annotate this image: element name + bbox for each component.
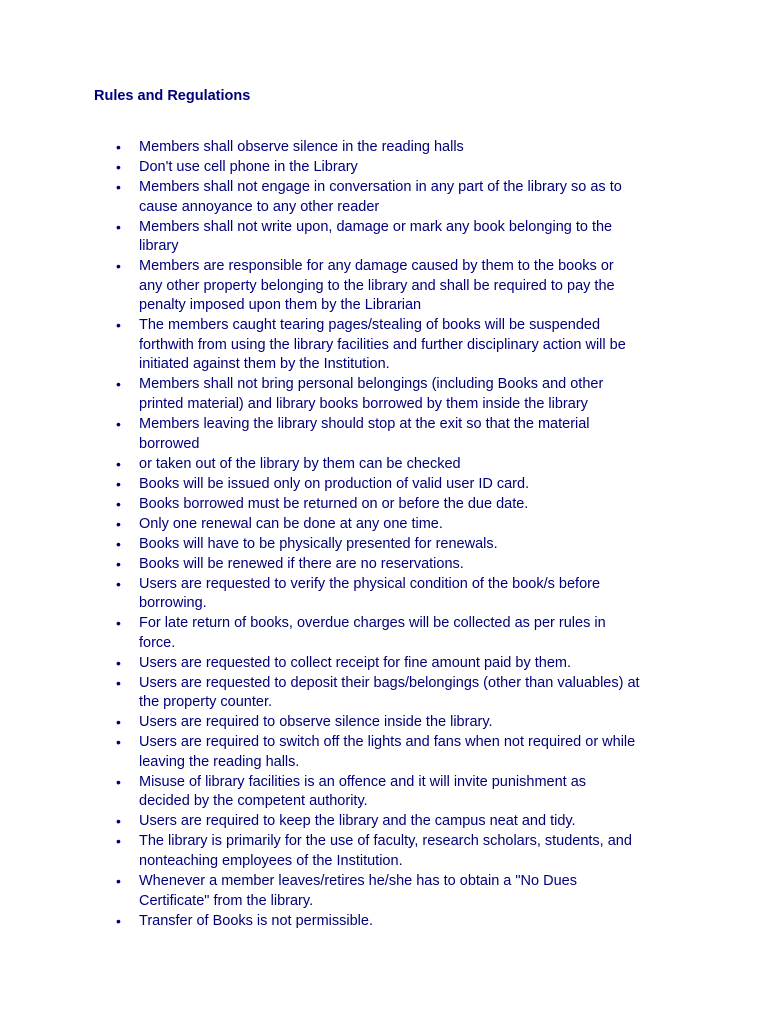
- rule-item: [94, 832, 694, 871]
- bullet-icon: •: [116, 773, 121, 790]
- bullet-icon: •: [116, 833, 121, 850]
- rule-text-line: Misuse of library facilities is an offence and it will invite punishment as: [139, 773, 587, 790]
- rule-item: [94, 138, 694, 158]
- rule-item: [94, 773, 694, 812]
- rule-text-line: the property counter.: [139, 694, 272, 711]
- bullet-icon: •: [116, 734, 121, 751]
- rule-text-line: Users are required to observe silence inside the library.: [139, 714, 493, 731]
- rule-item: [94, 713, 694, 733]
- rule-text-line: Only one renewal can be done at any one time.: [139, 515, 443, 532]
- rule-item: [94, 218, 694, 257]
- bullet-icon: •: [116, 158, 121, 175]
- bullet-icon: •: [116, 575, 121, 592]
- bullet-icon: •: [116, 376, 121, 393]
- rule-item: [94, 674, 694, 713]
- bullet-icon: •: [116, 317, 121, 334]
- bullet-icon: •: [116, 258, 121, 275]
- rule-text-line: Members shall not bring personal belongings (including Books and other: [139, 376, 604, 393]
- rule-text-line: The members caught tearing pages/stealing of books will be suspended: [139, 317, 601, 334]
- rule-text-line: Members shall not write upon, damage or mark any book belonging to the: [139, 218, 613, 235]
- rule-item: [94, 495, 694, 515]
- bullet-icon: •: [116, 674, 121, 691]
- rule-text-line: Transfer of Books is not permissible.: [139, 912, 373, 929]
- rule-item: [94, 257, 694, 316]
- rule-item: [94, 455, 694, 475]
- rule-text-line: force.: [139, 634, 176, 651]
- rule-item: [94, 733, 694, 772]
- bullet-icon: •: [116, 654, 121, 671]
- rule-item: [94, 872, 694, 911]
- bullet-icon: •: [116, 495, 121, 512]
- bullet-icon: •: [116, 416, 121, 433]
- rule-item: [94, 614, 694, 653]
- bullet-icon: •: [116, 139, 121, 155]
- rule-item: [94, 654, 694, 674]
- bullet-icon: •: [116, 813, 121, 830]
- rules-list: [94, 138, 694, 932]
- rule-text-line: Users are requested to deposit their bags/belongings (other than valuables) at: [139, 674, 640, 691]
- rule-text-line: Books will be renewed if there are no reservations.: [139, 555, 464, 572]
- rule-text-line: or taken out of the library by them can be checked: [139, 455, 461, 472]
- bullet-icon: •: [116, 455, 121, 472]
- rule-item: [94, 178, 694, 217]
- rule-text-line: borrowed: [139, 435, 200, 452]
- bullet-icon: •: [116, 615, 121, 632]
- rule-item: [94, 158, 694, 178]
- rule-text-line: Users are required to keep the library and the campus neat and tidy.: [139, 813, 576, 830]
- rule-item: [94, 515, 694, 535]
- rule-text-line: Users are requested to verify the physical condition of the book/s before: [139, 575, 601, 592]
- rule-item: [94, 475, 694, 495]
- bullet-icon: •: [116, 218, 121, 235]
- rule-text-line: borrowing.: [139, 595, 207, 612]
- bullet-icon: •: [116, 555, 121, 572]
- bullet-icon: •: [116, 535, 121, 552]
- rule-text-line: forthwith from using the library facilities and further disciplinary action will be: [139, 336, 626, 353]
- rule-item: [94, 912, 694, 932]
- rule-text-line: Users are requested to collect receipt for fine amount paid by them.: [139, 654, 571, 671]
- rule-text-line: Members leaving the library should stop at the exit so that the material: [139, 416, 590, 433]
- rule-text-line: printed material) and library books borrowed by them inside the library: [139, 396, 588, 413]
- bullet-icon: •: [116, 714, 121, 731]
- rule-item: [94, 316, 694, 375]
- rule-text-line: initiated against them by the Institution.: [139, 356, 390, 373]
- rule-text-line: Members shall not engage in conversation in any part of the library so as to: [139, 178, 622, 195]
- rule-item: [94, 812, 694, 832]
- rule-item: [94, 535, 694, 555]
- rule-item: [94, 575, 694, 614]
- rule-item: [94, 375, 694, 414]
- rule-text-line: penalty imposed upon them by the Librarian: [139, 297, 422, 314]
- rule-item: [94, 555, 694, 575]
- page-title: Rules and Regulations: [94, 88, 251, 104]
- rule-text-line: nonteaching employees of the Institution.: [139, 852, 403, 869]
- rule-text-line: The library is primarily for the use of faculty, research scholars, students, and: [139, 833, 632, 850]
- rule-text-line: Users are required to switch off the lights and fans when not required or while: [139, 734, 636, 751]
- rule-text-line: library: [139, 238, 179, 255]
- bullet-icon: •: [116, 178, 121, 195]
- bullet-icon: •: [116, 912, 121, 929]
- rule-text-line: Certificate" from the library.: [139, 892, 314, 909]
- rule-text-line: cause annoyance to any other reader: [139, 198, 380, 215]
- rule-text-line: For late return of books, overdue charges will be collected as per rules in: [139, 615, 606, 632]
- rule-text-line: Books will have to be physically presented for renewals.: [139, 535, 498, 552]
- rule-text-line: leaving the reading halls.: [139, 753, 300, 770]
- rule-text-line: any other property belonging to the library and shall be required to pay the: [139, 277, 615, 294]
- rule-text-line: Don't use cell phone in the Library: [139, 158, 358, 175]
- bullet-icon: •: [116, 515, 121, 532]
- rule-text-line: Books borrowed must be returned on or before the due date.: [139, 495, 529, 512]
- rule-text-line: decided by the competent authority.: [139, 793, 368, 810]
- rule-text-line: Whenever a member leaves/retires he/she has to obtain a "No Dues: [139, 872, 577, 889]
- bullet-icon: •: [116, 475, 121, 492]
- rule-item: [94, 415, 694, 454]
- rule-text-line: Books will be issued only on production of valid user ID card.: [139, 475, 530, 492]
- rule-text-line: Members shall observe silence in the reading halls: [139, 139, 464, 155]
- rule-text-line: Members are responsible for any damage caused by them to the books or: [139, 258, 614, 275]
- bullet-icon: •: [116, 872, 121, 889]
